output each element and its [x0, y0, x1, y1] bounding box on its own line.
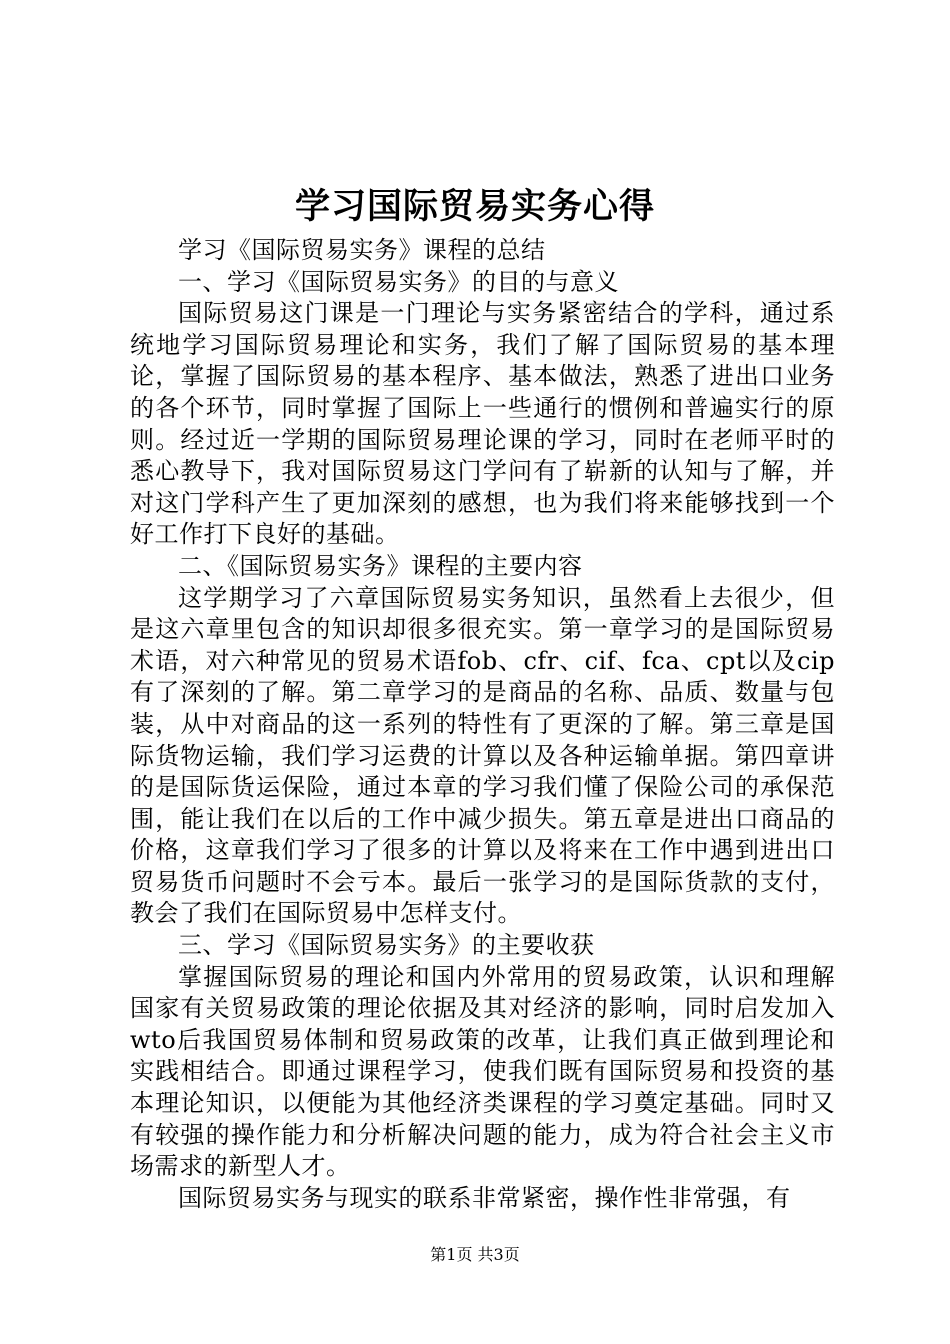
page-number-footer: 第1页 共3页 [430, 1245, 520, 1264]
paragraph-purpose: 国际贸易这门课是一门理论与实务紧密结合的学科，通过系统地学习国际贸易理论和实务，我们了解了国际贸易的基本理论，掌握了国际贸易的基本程序、基本做法，熟悉了进出口业务的各个环节，同时掌握了国际上一些通行的惯例和普遍实行的原则。经过近一学期的国际贸易理论课的学习，同时在老师平时的悉心教导下，我对国际贸易这门学问有了崭新的认知与了解，并对这门学科产生了更加深刻的感想，也为我们将来能够找到一个好工作打下良好的基础。 [130, 299, 835, 549]
section-heading-purpose: 一、学习《国际贸易实务》的目的与意义 [178, 267, 619, 296]
paragraph-summary-heading: 学习《国际贸易实务》课程的总结 [178, 236, 546, 264]
paragraph-content: 这学期学习了六章国际贸易实务知识，虽然看上去很少，但是这六章里包含的知识却很多很充实。第一章学习的是国际贸易术语，对六种常见的贸易术语fob、cfr、cif、fca、cpt以及cip有了深刻的了解。第二章学习的是商品的名称、品质、数量与包装，从中对商品的这一系列的特性有了更深的了解。第三章是国际货物运输，我们学习运费的计算以及各种运输单据。第四章讲的是国际货运保险，通过本章的学习我们懂了保险公司的承保范围，能让我们在以后的工作中减少损失。第五章是进出口商品的价格，这章我们学习了很多的计算以及将来在工作中遇到进出口贸易货币问题时不会亏本。最后一张学习的是国际货款的支付，教会了我们在国际贸易中怎样支付。 [130, 583, 835, 928]
document-title: 学习国际贸易实务心得 [294, 186, 655, 227]
paragraph-gains: 掌握国际贸易的理论和国内外常用的贸易政策，认识和理解国家有关贸易政策的理论依据及其对经济的影响，同时启发加入wto后我国贸易体制和贸易政策的改革，让我们真正做到理论和实践相结合。即通过课程学习，使我们既有国际贸易和投资的基本理论知识，以便能为其他经济类课程的学习奠定基础。同时又有较强的操作能力和分析解决问题的能力，成为符合社会主义市场需求的新型人才。 [130, 962, 835, 1181]
paragraph-practice: 国际贸易实务与现实的联系非常紧密，操作性非常强，有 [178, 1183, 791, 1212]
document-body [130, 235, 835, 1214]
section-heading-gains: 三、学习《国际贸易实务》的主要收获 [178, 931, 595, 960]
section-heading-content: 二、《国际贸易实务》课程的主要内容 [178, 551, 583, 580]
